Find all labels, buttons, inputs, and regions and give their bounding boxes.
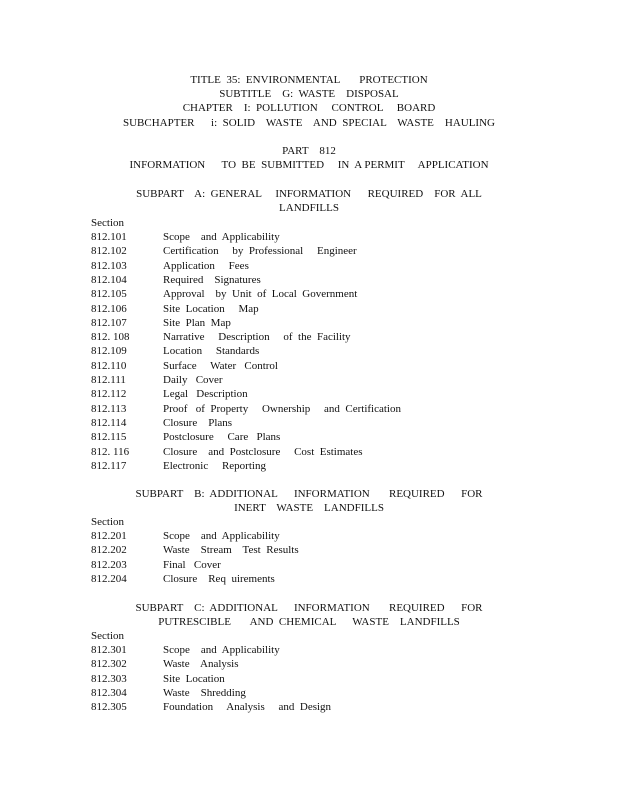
section-title: Postclosure Care Plans bbox=[163, 431, 281, 444]
section-row bbox=[91, 259, 249, 273]
section-number: 812.202 bbox=[91, 544, 127, 557]
section-title: Closure Req uirements bbox=[163, 572, 275, 585]
subpart-c-title-line-2: PUTRESCIBLE AND CHEMICAL WASTE LANDFILLS bbox=[158, 616, 460, 628]
subtitle-heading: SUBTITLE G: WASTE DISPOSAL bbox=[219, 88, 399, 100]
section-row bbox=[91, 672, 225, 686]
section-row bbox=[91, 359, 278, 373]
section-row bbox=[91, 330, 351, 344]
section-number: 812.101 bbox=[91, 231, 127, 243]
subpart-b-title-line-1: SUBPART B: ADDITIONAL INFORMATION REQUIRED FOR bbox=[135, 488, 483, 500]
section-number: 812. 108 bbox=[91, 331, 130, 344]
section-row bbox=[91, 373, 223, 387]
section-title: Waste Analysis bbox=[163, 658, 239, 671]
part-title: INFORMATION TO BE SUBMITTED IN A PERMIT APPLICATION bbox=[129, 159, 489, 171]
section-row bbox=[91, 402, 401, 416]
section-label: Section bbox=[91, 217, 124, 229]
section-title: Location Standards bbox=[163, 345, 260, 358]
section-number: 812.105 bbox=[91, 288, 127, 301]
section-number: 812.110 bbox=[91, 359, 127, 372]
section-number: 812.111 bbox=[91, 374, 126, 386]
section-number: 812.112 bbox=[91, 388, 127, 401]
subpart-a-title-line-2: LANDFILLS bbox=[279, 202, 339, 214]
section-title: Scope and Applicability bbox=[163, 231, 280, 243]
subpart-c-title-line-1: SUBPART C: ADDITIONAL INFORMATION REQUIRED FOR bbox=[135, 602, 483, 614]
section-number: 812.113 bbox=[91, 402, 127, 415]
section-row bbox=[91, 543, 299, 557]
section-number: 812.305 bbox=[91, 701, 127, 714]
section-row bbox=[91, 657, 239, 671]
section-title: Site Location Map bbox=[163, 302, 259, 315]
section-number: 812.201 bbox=[91, 530, 127, 542]
part-number: PART 812 bbox=[282, 145, 336, 157]
section-title: Closure and Postclosure Cost Estimates bbox=[163, 445, 363, 458]
section-row bbox=[91, 700, 331, 714]
section-number: 812.203 bbox=[91, 558, 127, 571]
section-row bbox=[91, 302, 259, 316]
section-number: 812.302 bbox=[91, 658, 127, 671]
section-title: Closure Plans bbox=[163, 416, 233, 429]
section-title: Scope and Applicability bbox=[163, 530, 280, 542]
section-title: Waste Shredding bbox=[163, 686, 246, 699]
subpart-a-title-line-1: SUBPART A: GENERAL INFORMATION REQUIRED FOR ALL bbox=[136, 188, 482, 200]
section-row bbox=[91, 344, 259, 358]
section-number: 812.109 bbox=[91, 345, 127, 358]
section-title: Proof of Property Ownership and Certification bbox=[163, 402, 401, 415]
section-title: Site Plan Map bbox=[163, 316, 231, 329]
section-row bbox=[91, 416, 232, 430]
section-row bbox=[91, 459, 266, 473]
section-label: Section bbox=[91, 630, 124, 642]
section-number: 812.106 bbox=[91, 302, 127, 315]
section-label: Section bbox=[91, 516, 124, 528]
section-row bbox=[91, 387, 248, 401]
chapter-heading: CHAPTER I: POLLUTION CONTROL BOARD bbox=[182, 102, 436, 114]
section-number: 812.117 bbox=[91, 459, 127, 472]
section-title: Electronic Reporting bbox=[163, 459, 266, 472]
section-number: 812.204 bbox=[91, 572, 127, 585]
section-title: Surface Water Control bbox=[163, 359, 278, 372]
section-number: 812. 116 bbox=[91, 445, 130, 458]
section-title: Foundation Analysis and Design bbox=[163, 701, 332, 714]
section-number: 812.304 bbox=[91, 686, 127, 699]
section-number: 812.107 bbox=[91, 316, 127, 329]
section-number: 812.115 bbox=[91, 431, 127, 444]
section-row bbox=[91, 445, 363, 459]
section-row bbox=[91, 316, 231, 330]
section-title: Final Cover bbox=[163, 558, 221, 571]
section-row bbox=[91, 529, 280, 543]
section-title: Daily Cover bbox=[163, 374, 223, 386]
section-number: 812.104 bbox=[91, 273, 127, 286]
section-number: 812.103 bbox=[91, 259, 127, 272]
section-title: Site Location bbox=[163, 672, 225, 685]
section-title: Approval by Unit of Local Government bbox=[163, 288, 358, 301]
section-number: 812.301 bbox=[91, 644, 127, 656]
section-number: 812.114 bbox=[91, 416, 127, 429]
section-number: 812.102 bbox=[91, 245, 127, 258]
section-row bbox=[91, 572, 275, 586]
section-row bbox=[91, 686, 246, 700]
section-row bbox=[91, 273, 261, 287]
section-title: Required Signatures bbox=[163, 273, 261, 286]
section-row bbox=[91, 643, 280, 657]
section-number: 812.303 bbox=[91, 672, 127, 685]
section-row bbox=[91, 244, 357, 258]
section-title: Waste Stream Test Results bbox=[163, 544, 299, 557]
subchapter-heading: SUBCHAPTER i: SOLID WASTE AND SPECIAL WASTE HAULING bbox=[123, 117, 495, 129]
section-title: Certification by Professional Engineer bbox=[163, 245, 357, 258]
subpart-b-title-line-2: INERT WASTE LANDFILLS bbox=[234, 502, 384, 514]
section-title: Narrative Description of the Facility bbox=[163, 331, 351, 344]
section-title: Scope and Applicability bbox=[163, 644, 280, 656]
section-title: Legal Description bbox=[163, 388, 248, 401]
section-title: Application Fees bbox=[163, 259, 249, 272]
section-row bbox=[91, 430, 280, 444]
section-row bbox=[91, 287, 357, 301]
section-row bbox=[91, 230, 280, 244]
section-row bbox=[91, 558, 221, 572]
title-heading: TITLE 35: ENVIRONMENTAL PROTECTION bbox=[190, 74, 428, 86]
